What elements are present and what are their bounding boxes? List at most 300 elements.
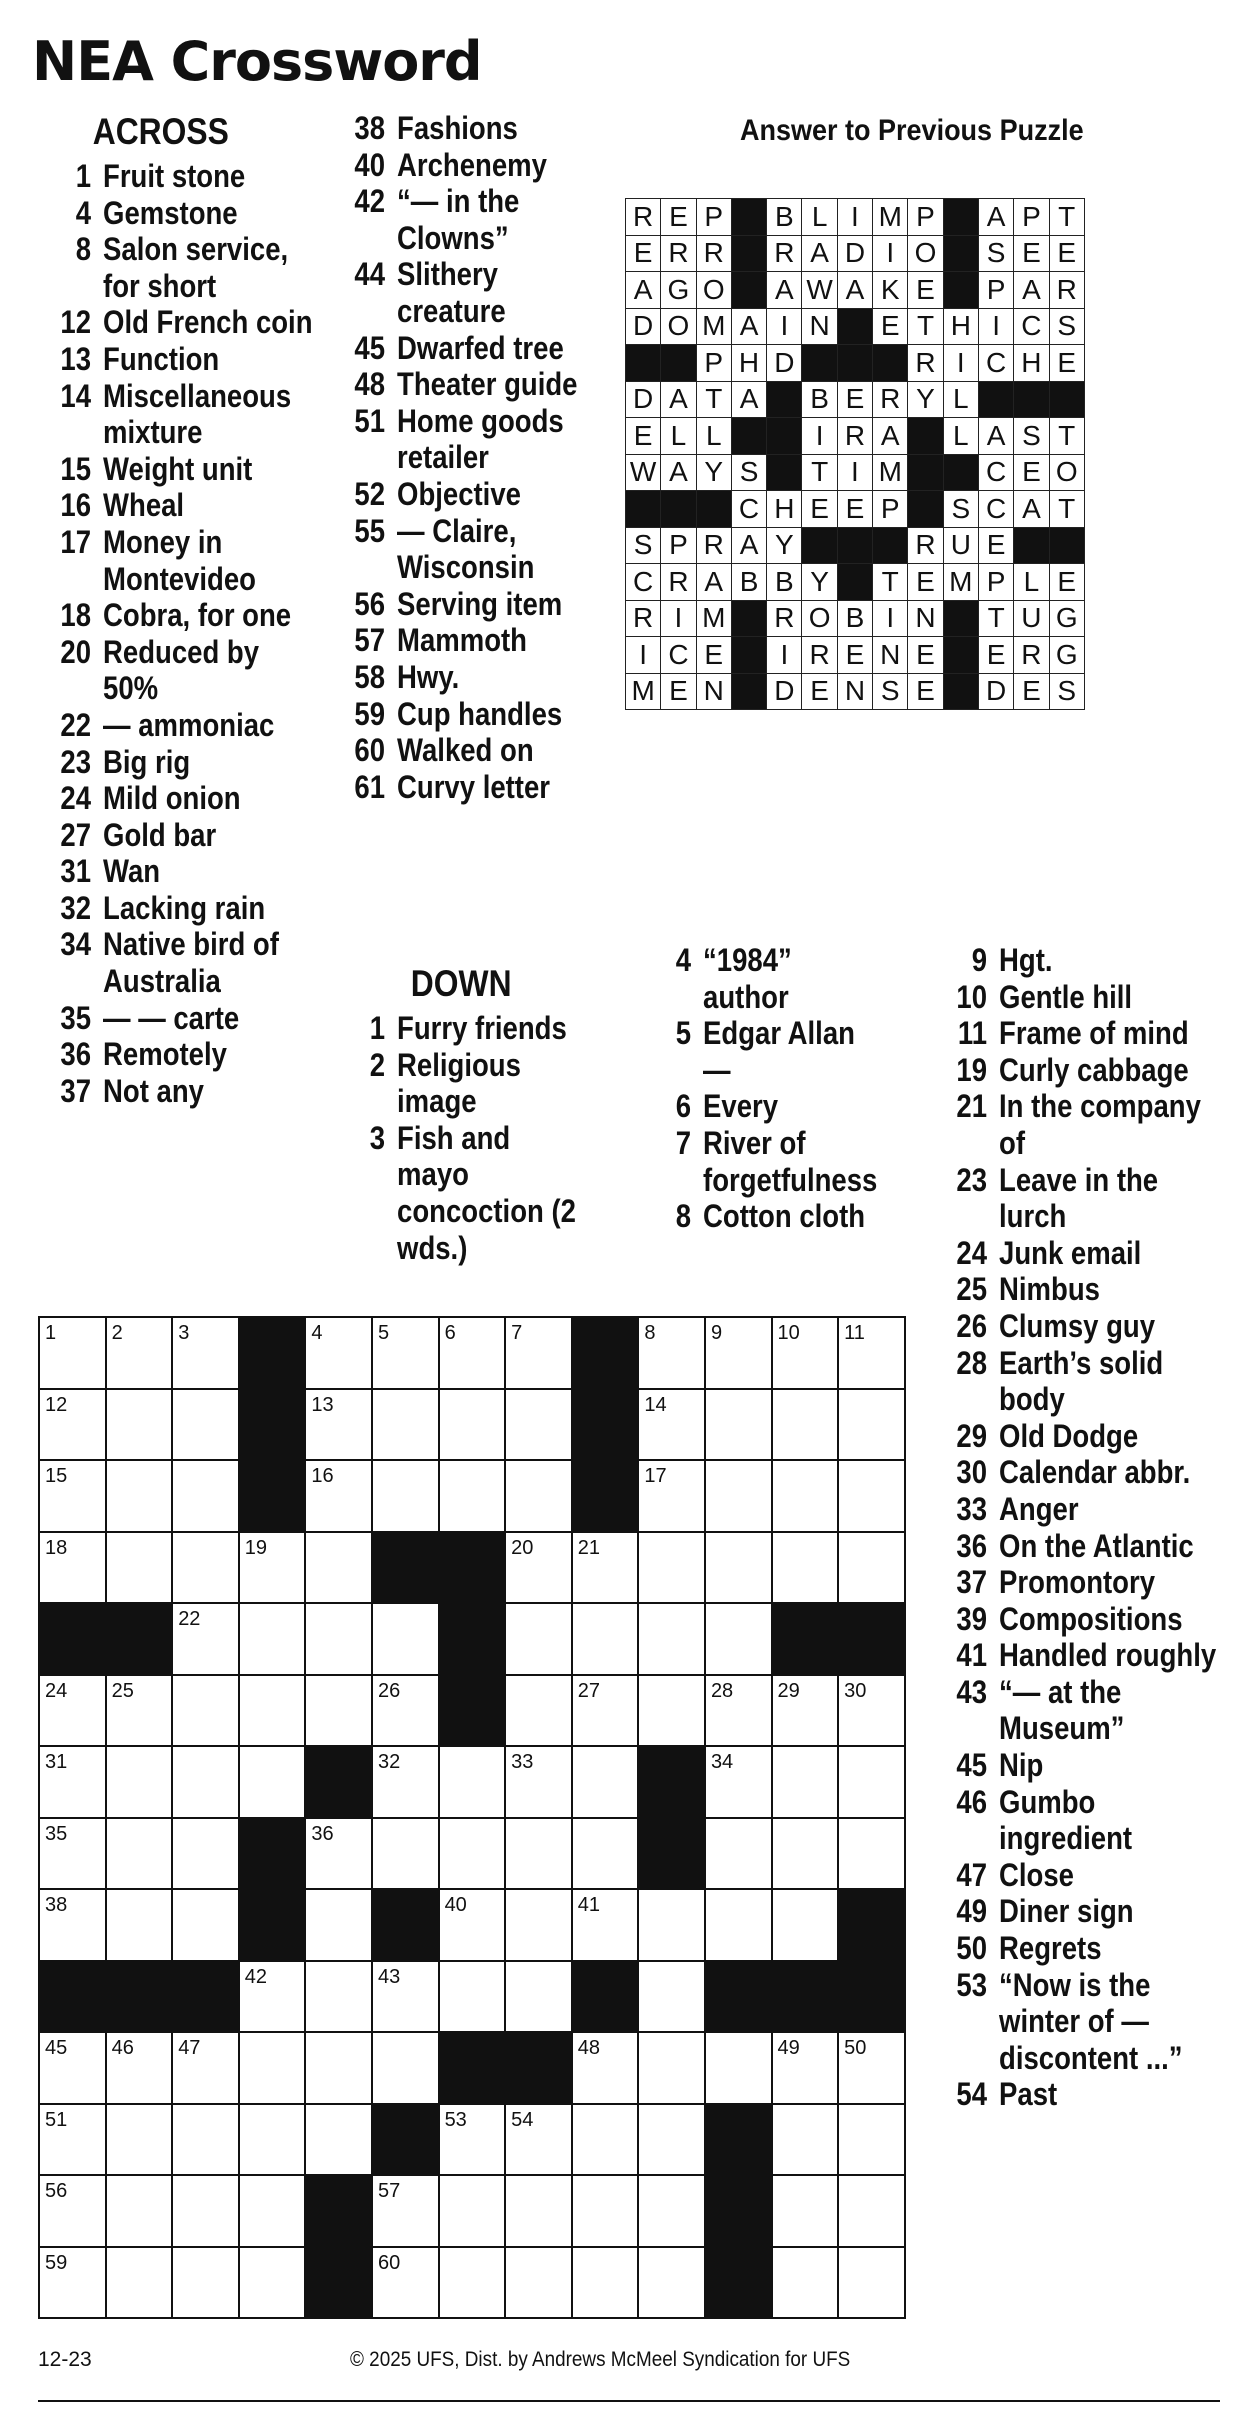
cell-number: 27: [577, 1679, 600, 1702]
grid-cell[interactable]: [239, 1532, 306, 1604]
grid-cell[interactable]: [305, 1603, 372, 1675]
answer-block: [767, 381, 802, 418]
grid-cell[interactable]: [439, 2104, 506, 2176]
grid-cell[interactable]: [705, 1746, 772, 1818]
clue-text: Weight unit: [103, 450, 253, 487]
grid-cell[interactable]: [372, 2247, 439, 2319]
grid-cell[interactable]: [239, 1603, 306, 1675]
grid-cell[interactable]: [572, 1818, 639, 1890]
grid-cell[interactable]: [106, 1317, 173, 1389]
grid-cell[interactable]: [239, 2175, 306, 2247]
clue-text: Edgar Allan —: [703, 1015, 855, 1088]
clue-item: [342, 366, 579, 403]
grid-cell[interactable]: [572, 1532, 639, 1604]
grid-cell[interactable]: [439, 1460, 506, 1532]
clue-text: Salon service, for short: [103, 231, 289, 304]
clue-text: Handled roughly: [999, 1637, 1217, 1674]
clue-number: 34: [60, 926, 91, 963]
clue-number: 17: [60, 523, 91, 560]
grid-cell[interactable]: [638, 2104, 705, 2176]
grid-cell[interactable]: [305, 2032, 372, 2104]
grid-cell[interactable]: [106, 1746, 173, 1818]
clue-number: 21: [956, 1088, 987, 1125]
grid-cell[interactable]: [106, 1532, 173, 1604]
grid-block: [372, 1889, 439, 1961]
answer-cell: T: [908, 308, 943, 345]
clue-text: Money in Montevideo: [103, 523, 256, 597]
grid-cell[interactable]: [572, 2032, 639, 2104]
clue-text: Cup handles: [397, 695, 563, 732]
answer-cell: S: [626, 527, 661, 564]
grid-block: [705, 2247, 772, 2319]
grid-cell[interactable]: [372, 1675, 439, 1747]
clue-text: Big rig: [103, 743, 191, 780]
answer-block: [626, 491, 661, 528]
grid-cell[interactable]: [505, 2104, 572, 2176]
clue-item: [944, 1930, 1228, 1967]
clue-text: “1984” author: [703, 942, 792, 1015]
grid-cell[interactable]: [106, 2175, 173, 2247]
answer-cell: M: [626, 673, 661, 710]
grid-cell[interactable]: [305, 1818, 372, 1890]
cell-number: 34: [710, 1751, 734, 1773]
grid-cell[interactable]: [838, 1675, 905, 1747]
grid-block: [705, 2104, 772, 2176]
answer-cell: P: [696, 199, 731, 236]
clue-item: [342, 476, 579, 513]
cell-number: 1: [45, 1322, 57, 1344]
grid-cell[interactable]: [638, 1317, 705, 1389]
grid-cell[interactable]: [705, 2032, 772, 2104]
clue-number: 41: [956, 1637, 987, 1674]
grid-cell[interactable]: [772, 1532, 839, 1604]
grid-cell[interactable]: [372, 1460, 439, 1532]
answer-cell: H: [767, 491, 802, 528]
grid-cell[interactable]: [705, 1818, 772, 1890]
grid-cell[interactable]: [372, 1961, 439, 2033]
grid-cell[interactable]: [838, 2104, 905, 2176]
grid-cell[interactable]: [39, 2247, 106, 2319]
grid-cell[interactable]: [838, 1818, 905, 1890]
clue-item: [48, 817, 315, 854]
grid-cell[interactable]: [106, 1389, 173, 1461]
answer-cell: A: [661, 381, 696, 418]
grid-cell[interactable]: [172, 1532, 239, 1604]
grid-block: [572, 1460, 639, 1532]
grid-cell[interactable]: [439, 2247, 506, 2319]
answer-cell: A: [1014, 272, 1049, 309]
grid-block: [439, 1532, 506, 1604]
clue-item: [342, 732, 579, 769]
grid-cell[interactable]: [172, 1389, 239, 1461]
answer-cell: G: [661, 272, 696, 309]
clue-item: [648, 942, 880, 1015]
cell-number: 28: [710, 1679, 734, 1702]
grid-cell[interactable]: [705, 1889, 772, 1961]
grid-block: [838, 1603, 905, 1675]
answer-cell: A: [873, 418, 908, 455]
clue-item: [944, 1674, 1228, 1747]
grid-cell[interactable]: [705, 1603, 772, 1675]
grid-cell[interactable]: [39, 2032, 106, 2104]
clue-text: Past: [999, 2076, 1058, 2113]
grid-cell[interactable]: [239, 1961, 306, 2033]
cell-number: 33: [511, 1751, 534, 1773]
clue-text: Old French coin: [103, 304, 313, 341]
grid-cell[interactable]: [305, 1889, 372, 1961]
grid-cell[interactable]: [838, 1532, 905, 1604]
grid-cell[interactable]: [239, 2104, 306, 2176]
answer-block: [837, 308, 872, 345]
grid-cell[interactable]: [505, 2175, 572, 2247]
cell-number: 21: [577, 1536, 600, 1559]
grid-cell[interactable]: [505, 2247, 572, 2319]
grid-cell[interactable]: [638, 1961, 705, 2033]
grid-cell[interactable]: [106, 2247, 173, 2319]
answer-block: [1049, 381, 1084, 418]
clue-item: [48, 744, 315, 781]
grid-cell[interactable]: [39, 2175, 106, 2247]
grid-cell[interactable]: [239, 1746, 306, 1818]
cell-number: 10: [777, 1322, 800, 1344]
grid-cell[interactable]: [172, 1460, 239, 1532]
clue-number: 57: [354, 622, 385, 659]
grid-cell[interactable]: [838, 1317, 905, 1389]
grid-cell[interactable]: [772, 1746, 839, 1818]
grid-cell[interactable]: [772, 1818, 839, 1890]
answer-block: [731, 199, 766, 236]
grid-cell[interactable]: [772, 1460, 839, 1532]
answer-cell: R: [696, 235, 731, 272]
grid-cell[interactable]: [172, 1317, 239, 1389]
cell-number: 15: [45, 1465, 68, 1487]
answer-cell: L: [943, 381, 978, 418]
answer-cell: P: [908, 199, 943, 236]
clue-text: “Now is the winter of — discontent ...”: [999, 1966, 1183, 2076]
down-clues-col3: [944, 942, 1228, 2113]
clue-item: [944, 1893, 1228, 1930]
grid-cell[interactable]: [305, 1961, 372, 2033]
clue-item: [944, 1637, 1228, 1674]
grid-cell[interactable]: [505, 1532, 572, 1604]
grid-cell[interactable]: [39, 1317, 106, 1389]
grid-cell[interactable]: [505, 1889, 572, 1961]
grid-cell[interactable]: [572, 1603, 639, 1675]
grid-cell[interactable]: [172, 2247, 239, 2319]
grid-cell[interactable]: [172, 1818, 239, 1890]
answer-cell: E: [802, 491, 837, 528]
grid-cell[interactable]: [172, 2032, 239, 2104]
copyright: © 2025 UFS, Dist. by Andrews McMeel Syndication for UFS: [350, 2348, 851, 2371]
grid-cell[interactable]: [505, 1603, 572, 1675]
answer-cell: E: [978, 527, 1013, 564]
grid-cell[interactable]: [638, 2032, 705, 2104]
grid-cell[interactable]: [838, 2247, 905, 2319]
grid-cell[interactable]: [239, 2247, 306, 2319]
clue-item: [944, 1491, 1228, 1528]
answer-cell: W: [802, 272, 837, 309]
answer-cell: O: [661, 308, 696, 345]
grid-cell[interactable]: [439, 2175, 506, 2247]
answer-cell: I: [943, 345, 978, 382]
grid-block: [39, 1961, 106, 2033]
grid-cell[interactable]: [772, 2032, 839, 2104]
answer-cell: E: [1049, 235, 1084, 272]
grid-cell[interactable]: [638, 2247, 705, 2319]
grid-cell[interactable]: [106, 2104, 173, 2176]
grid-cell[interactable]: [439, 1746, 506, 1818]
clue-number: 15: [60, 450, 91, 487]
grid-cell[interactable]: [239, 1675, 306, 1747]
grid-cell[interactable]: [772, 1389, 839, 1461]
grid-cell[interactable]: [305, 1460, 372, 1532]
grid-cell[interactable]: [372, 2175, 439, 2247]
grid-cell[interactable]: [638, 1460, 705, 1532]
cell-number: 14: [644, 1393, 667, 1416]
grid-cell[interactable]: [772, 2104, 839, 2176]
grid-cell[interactable]: [572, 1675, 639, 1747]
grid-cell[interactable]: [439, 1389, 506, 1461]
grid-cell[interactable]: [572, 1889, 639, 1961]
grid-cell[interactable]: [505, 1317, 572, 1389]
grid-cell[interactable]: [705, 1317, 772, 1389]
grid-block: [239, 1317, 306, 1389]
clue-text: Compositions: [999, 1600, 1183, 1637]
grid-cell[interactable]: [638, 2175, 705, 2247]
answer-cell: R: [802, 637, 837, 674]
clue-item: [48, 634, 315, 707]
grid-cell[interactable]: [305, 1675, 372, 1747]
clue-text: Mild onion: [103, 780, 241, 817]
answer-cell: C: [661, 637, 696, 674]
clue-text: Gemstone: [103, 194, 238, 231]
cell-number: 7: [511, 1322, 523, 1344]
grid-cell[interactable]: [505, 1818, 572, 1890]
grid-cell[interactable]: [305, 1317, 372, 1389]
grid-cell[interactable]: [305, 1532, 372, 1604]
grid-cell[interactable]: [572, 2247, 639, 2319]
grid-cell[interactable]: [638, 1675, 705, 1747]
grid-block: [439, 1675, 506, 1747]
across-heading: ACROSS: [92, 111, 229, 152]
grid-cell[interactable]: [705, 1460, 772, 1532]
clue-item: [48, 707, 315, 744]
grid-cell[interactable]: [838, 1460, 905, 1532]
grid-cell[interactable]: [439, 1317, 506, 1389]
clue-item: [342, 403, 579, 476]
answer-cell: R: [696, 527, 731, 564]
across-clues-col1: [48, 110, 315, 1109]
clue-number: 7: [675, 1124, 691, 1161]
clue-item: [944, 1418, 1228, 1455]
grid-cell[interactable]: [705, 1389, 772, 1461]
answer-block: [731, 600, 766, 637]
cell-number: 57: [377, 2180, 401, 2202]
grid-cell[interactable]: [172, 1889, 239, 1961]
clue-number: 61: [354, 768, 385, 805]
clue-number: 37: [956, 1564, 987, 1601]
grid-cell[interactable]: [172, 1746, 239, 1818]
grid-cell[interactable]: [39, 1389, 106, 1461]
grid-cell[interactable]: [106, 1460, 173, 1532]
grid-cell[interactable]: [638, 1389, 705, 1461]
answer-cell: G: [1049, 600, 1084, 637]
grid-block: [772, 1961, 839, 2033]
grid-cell[interactable]: [705, 1675, 772, 1747]
clue-number: 42: [354, 183, 385, 220]
clue-item: [48, 304, 315, 341]
answer-cell: R: [626, 199, 661, 236]
answer-cell: L: [1014, 564, 1049, 601]
answer-cell: D: [767, 345, 802, 382]
cell-number: 59: [45, 2251, 68, 2274]
grid-cell[interactable]: [372, 1317, 439, 1389]
answer-cell: O: [908, 235, 943, 272]
answer-block: [908, 418, 943, 455]
grid-cell[interactable]: [172, 1603, 239, 1675]
grid-cell[interactable]: [106, 1818, 173, 1890]
clue-text: Slithery creature: [397, 256, 506, 329]
answer-block: [943, 199, 978, 236]
grid-cell[interactable]: [239, 2032, 306, 2104]
grid-cell[interactable]: [106, 1889, 173, 1961]
grid-cell[interactable]: [372, 2032, 439, 2104]
grid-cell[interactable]: [505, 1460, 572, 1532]
grid-cell[interactable]: [505, 1746, 572, 1818]
grid-cell[interactable]: [638, 1603, 705, 1675]
grid-cell[interactable]: [305, 1389, 372, 1461]
grid-cell[interactable]: [772, 1317, 839, 1389]
clue-text: Miscellaneous mixture: [103, 377, 292, 451]
grid-cell[interactable]: [372, 1389, 439, 1461]
clue-text: Curly cabbage: [999, 1051, 1189, 1088]
answer-cell: N: [873, 637, 908, 674]
clue-text: Remotely: [103, 1036, 227, 1073]
cell-number: 5: [377, 1322, 390, 1344]
clue-number: 45: [956, 1747, 987, 1784]
grid-cell[interactable]: [505, 1675, 572, 1747]
grid-cell[interactable]: [505, 1961, 572, 2033]
answer-cell: M: [873, 199, 908, 236]
answer-grid: [625, 198, 1085, 710]
clue-number: 5: [675, 1015, 691, 1052]
clue-item: [944, 1564, 1228, 1601]
grid-cell[interactable]: [39, 1746, 106, 1818]
grid-cell[interactable]: [372, 1746, 439, 1818]
grid-cell[interactable]: [39, 2104, 106, 2176]
answer-cell: I: [837, 454, 872, 491]
clue-text: Nimbus: [999, 1271, 1100, 1308]
answer-block: [626, 345, 661, 382]
clue-item: [48, 780, 315, 817]
grid-cell[interactable]: [772, 1675, 839, 1747]
grid-block: [239, 1389, 306, 1461]
grid-cell[interactable]: [39, 1818, 106, 1890]
grid-cell[interactable]: [505, 1389, 572, 1461]
grid-cell[interactable]: [439, 1961, 506, 2033]
grid-cell[interactable]: [705, 1532, 772, 1604]
grid-cell[interactable]: [172, 2175, 239, 2247]
grid-cell[interactable]: [638, 1532, 705, 1604]
answer-cell: L: [661, 418, 696, 455]
clue-item: [944, 1235, 1228, 1272]
answer-block: [943, 600, 978, 637]
puzzle-grid: [38, 1316, 906, 2319]
grid-cell[interactable]: [439, 1889, 506, 1961]
grid-cell[interactable]: [638, 1889, 705, 1961]
down-clues-col1: [342, 962, 579, 1266]
clue-item: [648, 1015, 880, 1088]
grid-cell[interactable]: [39, 1460, 106, 1532]
clue-number: 4: [75, 194, 91, 231]
grid-cell[interactable]: [772, 1889, 839, 1961]
grid-cell[interactable]: [172, 2104, 239, 2176]
answer-cell: P: [661, 527, 696, 564]
grid-cell[interactable]: [838, 1389, 905, 1461]
grid-cell[interactable]: [439, 1818, 506, 1890]
grid-cell[interactable]: [838, 2032, 905, 2104]
grid-cell[interactable]: [372, 1603, 439, 1675]
answer-block: [802, 527, 837, 564]
clue-number: 12: [60, 304, 91, 341]
answer-cell: E: [1049, 564, 1084, 601]
clue-item: [648, 1198, 880, 1235]
grid-cell[interactable]: [39, 1889, 106, 1961]
grid-cell[interactable]: [305, 2104, 372, 2176]
clue-item: [944, 1784, 1228, 1857]
grid-cell[interactable]: [572, 1746, 639, 1818]
clue-number: 29: [956, 1417, 987, 1454]
cell-number: 43: [377, 1965, 401, 1988]
cell-number: 42: [244, 1965, 268, 1988]
grid-cell[interactable]: [106, 1675, 173, 1747]
cell-number: 29: [777, 1679, 800, 1702]
cell-number: 35: [45, 1822, 68, 1845]
grid-cell[interactable]: [838, 1746, 905, 1818]
clue-text: — ammoniac: [103, 706, 275, 743]
grid-cell[interactable]: [572, 2175, 639, 2247]
grid-cell[interactable]: [39, 1675, 106, 1747]
grid-cell[interactable]: [772, 2175, 839, 2247]
clue-item: [944, 942, 1228, 979]
grid-cell[interactable]: [772, 2247, 839, 2319]
grid-cell[interactable]: [372, 1818, 439, 1890]
answer-cell: E: [837, 491, 872, 528]
answer-cell: A: [837, 272, 872, 309]
across-clues-col2: [342, 110, 579, 805]
clue-item: [342, 659, 579, 696]
answer-cell: E: [802, 673, 837, 710]
clue-number: 30: [956, 1454, 987, 1491]
answer-cell: P: [696, 345, 731, 382]
answer-block: [731, 418, 766, 455]
grid-cell[interactable]: [838, 2175, 905, 2247]
answer-cell: A: [626, 272, 661, 309]
answer-cell: E: [1014, 454, 1049, 491]
clue-number: 28: [956, 1344, 987, 1381]
clue-text: Fish and mayo concoction (2 wds.): [397, 1119, 576, 1266]
clue-text: Serving item: [397, 585, 563, 622]
grid-cell[interactable]: [39, 1532, 106, 1604]
grid-cell[interactable]: [572, 2104, 639, 2176]
clue-number: 6: [675, 1088, 691, 1125]
clue-text: Calendar abbr.: [999, 1454, 1191, 1491]
answer-cell: E: [1014, 673, 1049, 710]
grid-cell[interactable]: [106, 2032, 173, 2104]
clue-number: 24: [60, 780, 91, 817]
clue-item: [48, 451, 315, 488]
grid-cell[interactable]: [172, 1675, 239, 1747]
